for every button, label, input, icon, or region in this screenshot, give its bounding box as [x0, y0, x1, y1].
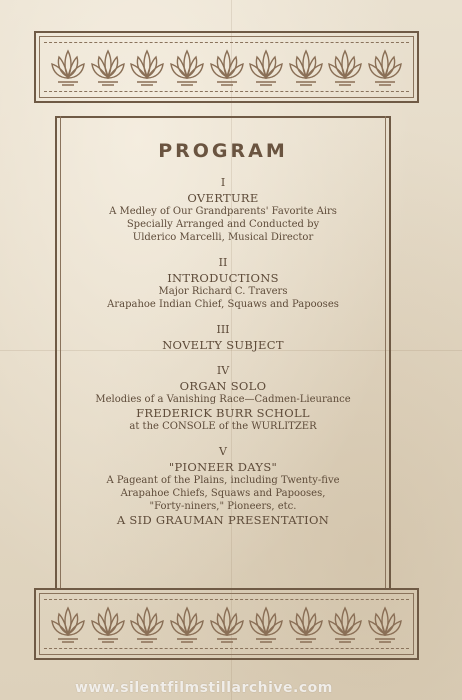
section-line: Major Richard C. Travers	[158, 286, 288, 297]
watermark-text: www.silentfilmstillarchive.com	[75, 680, 333, 696]
lotus-ornament-icon	[288, 47, 324, 87]
section-numeral: V	[219, 445, 227, 458]
lotus-ornament-icon	[327, 47, 363, 87]
performer-name: FREDERICK BURR SCHOLL	[136, 406, 310, 420]
program-section-3	[70, 323, 376, 352]
lotus-ornament-icon	[129, 604, 165, 644]
section-line: A Medley of Our Grandparents' Favorite Airs	[109, 206, 337, 217]
lotus-ornament-icon	[209, 47, 245, 87]
program-section-1	[70, 176, 376, 244]
section-line: Arapahoe Indian Chief, Squaws and Papooses	[107, 299, 339, 310]
lotus-ornament-icon	[327, 604, 363, 644]
section-numeral: III	[216, 323, 230, 336]
section-heading: OVERTURE	[187, 191, 259, 205]
lotus-row-bottom	[50, 604, 403, 644]
band-rule	[44, 599, 409, 600]
lotus-ornament-icon	[90, 604, 126, 644]
program-section-4	[70, 364, 376, 433]
lotus-ornament-icon	[50, 47, 86, 87]
bottom-ornament-band	[34, 588, 419, 660]
lotus-ornament-icon	[169, 604, 205, 644]
lotus-ornament-icon	[367, 604, 403, 644]
lotus-ornament-icon	[248, 604, 284, 644]
top-ornament-band	[34, 31, 419, 103]
section-line: A Pageant of the Plains, including Twenty-five	[106, 475, 340, 486]
band-rule	[44, 42, 409, 43]
section-line: at the CONSOLE of the WURLITZER	[129, 421, 317, 432]
presentation-credit: A SID GRAUMAN PRESENTATION	[116, 513, 330, 527]
section-line: Specially Arranged and Conducted by	[126, 219, 320, 230]
program-section-2	[70, 256, 376, 311]
lotus-row-top	[50, 47, 403, 87]
lotus-ornament-icon	[169, 47, 205, 87]
lotus-ornament-icon	[50, 604, 86, 644]
section-heading: "PIONEER DAYS"	[168, 460, 278, 474]
lotus-ornament-icon	[248, 47, 284, 87]
section-line: Ulderico Marcelli, Musical Director	[132, 232, 314, 243]
section-numeral: II	[218, 256, 228, 269]
program-content	[70, 140, 376, 539]
page-title: PROGRAM	[158, 140, 288, 162]
section-line: Arapahoe Chiefs, Squaws and Papooses,	[120, 488, 326, 499]
lotus-ornament-icon	[288, 604, 324, 644]
section-heading: INTRODUCTIONS	[167, 271, 279, 285]
program-section-5	[70, 445, 376, 527]
section-line: Melodies of a Vanishing Race—Cadmen-Lieurance	[95, 394, 351, 405]
section-heading: ORGAN SOLO	[179, 379, 267, 393]
band-rule	[44, 648, 409, 649]
lotus-ornament-icon	[367, 47, 403, 87]
section-line: "Forty-niners," Pioneers, etc.	[149, 501, 297, 512]
band-rule	[44, 91, 409, 92]
section-numeral: I	[220, 176, 226, 189]
lotus-ornament-icon	[209, 604, 245, 644]
section-heading: NOVELTY SUBJECT	[162, 338, 284, 352]
section-numeral: IV	[216, 364, 230, 377]
lotus-ornament-icon	[90, 47, 126, 87]
lotus-ornament-icon	[129, 47, 165, 87]
